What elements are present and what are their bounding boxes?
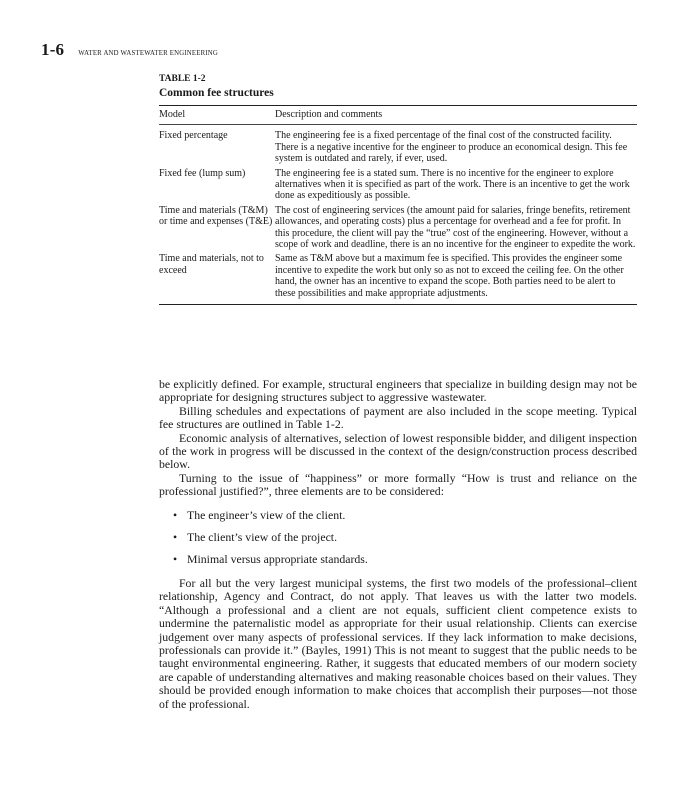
row-model: Fixed fee (lump sum) xyxy=(159,167,246,179)
body-text xyxy=(159,378,637,711)
table-row xyxy=(159,165,637,202)
paragraph: Billing schedules and expectations of payment are also included in the scope meeting. Typical fee structures are outlined in Table 1-2. xyxy=(159,403,637,432)
list-item-text: Minimal versus appropriate standards. xyxy=(187,552,368,567)
table-bottom-rule xyxy=(159,304,637,305)
book-title: WATER AND WASTEWATER ENGINEERING xyxy=(78,50,219,57)
paragraph: Turning to the issue of “happiness” or more formally “How is trust and reliance on the professional justified?”, three elements are to be considered: xyxy=(159,470,637,499)
table-row xyxy=(159,202,637,251)
row-description: Same as T&M above but a maximum fee is specified. This provides the engineer some incentive to expedite the work but only so as not to exceed the ceiling fee. On the other hand, the owner has an incentive to expand the scope. Both parties need to be alert to these possibilities and make appropriate adjustments. xyxy=(275,253,624,299)
fee-structures-table xyxy=(159,74,637,305)
paragraph: For all but the very largest municipal systems, the first two models of the professional–client relationship, Agency and Contract, do not apply. That leaves us with the latter two models. “Although a professional and a client are not equals, sufficient client competence exists to undermine the paternalistic model as appropriate for their usual relationship. Clients can exercise judgement over many aspects of professional services. If they lack information to make decisions, professionals can provide it.” (Bayles, 1991) This is not meant to suggest that the public needs to be taught environmental engineering. Rather, it suggests that educated members of our modern society are capable of understanding alternatives and making reasonable choices based on their values. They should be provided enough information to make choices that accomplish their purposes—not those of the professional. xyxy=(159,575,637,711)
table-label: TABLE 1-2 xyxy=(159,74,206,84)
page-number: 1-6 xyxy=(41,40,65,59)
bullet-list xyxy=(159,509,637,567)
row-description: The engineering fee is a stated sum. There is no incentive for the engineer to explore alternatives when it is specified as part of the work. There is an incentive to get the work done as expeditiously as possible. xyxy=(275,167,630,202)
column-header-description: Description and comments xyxy=(275,109,383,120)
list-item xyxy=(173,531,637,544)
row-model: Time and materials, not to exceed xyxy=(159,253,264,276)
row-model: Time and materials (T&M) or time and expenses (T&E) xyxy=(159,204,273,228)
table-title: Common fee structures xyxy=(159,87,274,99)
bullet-icon: • xyxy=(173,530,178,545)
paragraph: Economic analysis of alternatives, selection of lowest responsible bidder, and diligent inspection of the work in progress will be discussed in the context of the design/construction process described below. xyxy=(159,430,637,472)
list-item-text: The client’s view of the project. xyxy=(187,530,338,545)
table-header-row xyxy=(159,106,637,124)
list-item-text: The engineer’s view of the client. xyxy=(187,507,346,522)
table-row xyxy=(159,250,637,299)
bullet-icon: • xyxy=(173,552,178,567)
table-body xyxy=(159,125,637,299)
paragraph: be explicitly defined. For example, structural engineers that specialize in building design may not be appropriate for designing structures subject to aggressive wastewater. xyxy=(159,377,637,405)
list-item xyxy=(173,509,637,522)
bullet-icon: • xyxy=(173,507,178,522)
row-model: Fixed percentage xyxy=(159,130,228,142)
row-description: The engineering fee is a fixed percentage of the final cost of the constructed facility. There is a negative incentive for the engineer to produce an economical design. This fee system is outdated and rarely, if ever, used. xyxy=(275,130,628,165)
list-item xyxy=(173,553,637,566)
table-row xyxy=(159,125,637,164)
column-header-model: Model xyxy=(159,109,186,120)
running-head xyxy=(41,40,218,60)
row-description: The cost of engineering services (the amount paid for salaries, fringe benefits, retirement allowances, and operating costs) plus a percentage for overhead and a fee for profit. In this procedure, the client will pay the “true” cost of the engineering. However, without a scope of work and deadline, there is an no incentive for the engineer to expedite the work. xyxy=(275,204,636,251)
